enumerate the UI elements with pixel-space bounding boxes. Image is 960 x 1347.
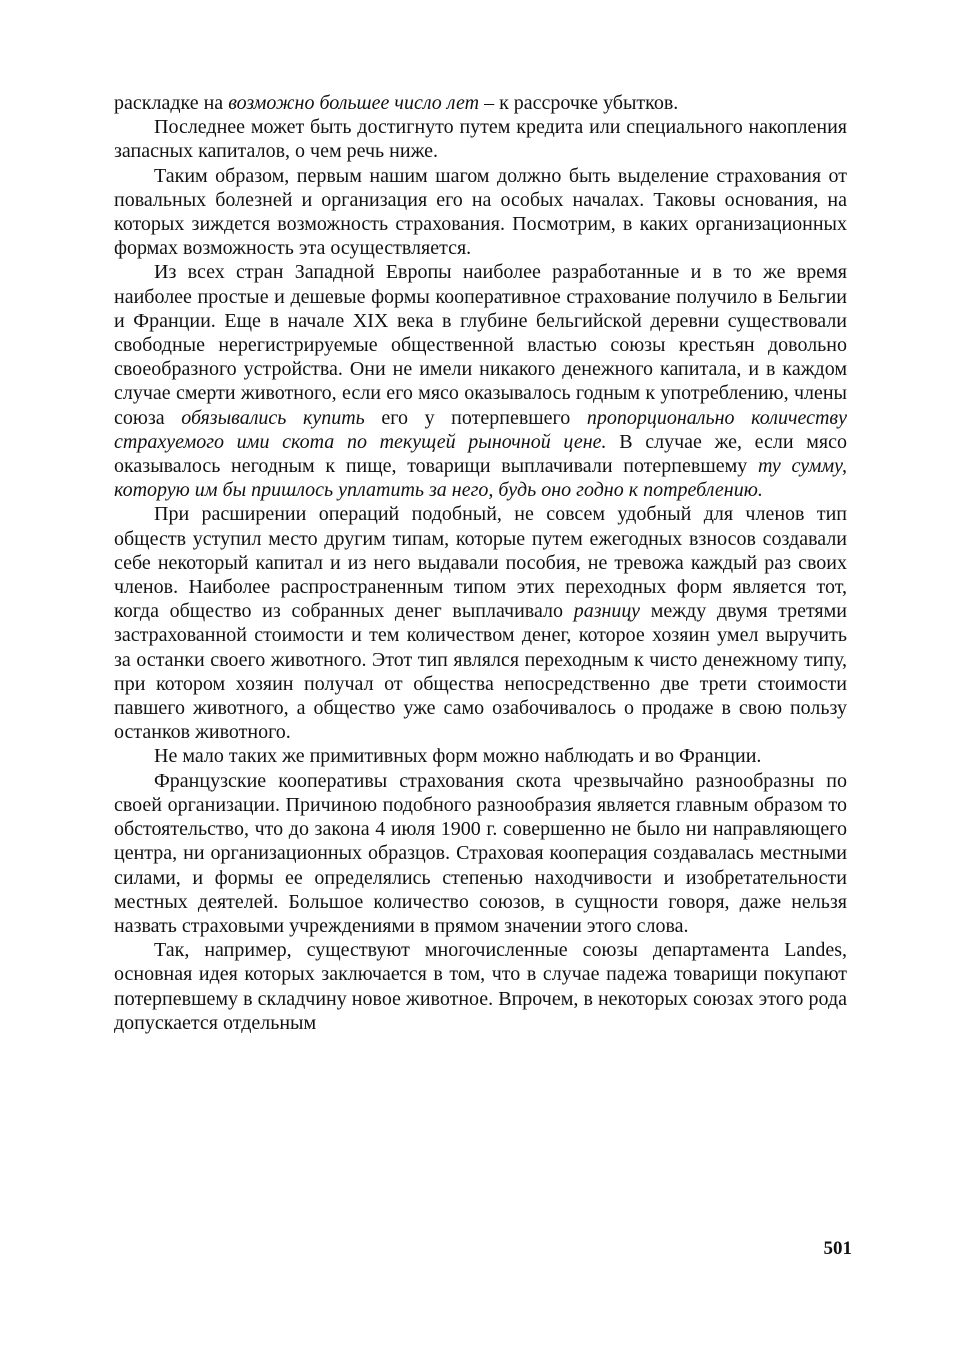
paragraph: [114, 744, 847, 768]
italic-text: ту сумму, которую им бы пришлось уплатить за него, будь оно годно к потреблению.: [114, 455, 847, 502]
text-run: При расширении операций подобный, не совсем удобный для членов тип обществ уступил место другим типам, которые путем ежегодных взносов создавали себе некоторый капитал и из него выдавали пособия, не тревожа каждый раз своих членов. Наиболее распространенным типом этих переходных форм является тот, когда общество из собранных денег выплачивало: [114, 503, 847, 623]
text-run: Из всех стран Западной Европы наиболее разработанные и в то же время наиболее простые и дешевые формы кооперативное страхование получило в Бельгии и Франции. Еще в начале XIX века в глубине бельгийской деревни существовали свободные нерегистрируемые общественной властью союзы крестьян довольно своеобразного устройства. Они не имели никакого денежного капитала, и в каждом случае смерти животного, если его мясо оказывалось годным к употреблению, члены союза: [114, 261, 847, 429]
paragraph: [114, 938, 847, 1035]
italic-text: разницу: [573, 600, 641, 623]
paragraph: [114, 91, 847, 115]
paragraph: [114, 115, 847, 163]
paragraph: [114, 502, 847, 744]
body-text: [114, 91, 847, 1035]
paragraph: [114, 260, 847, 502]
text-run: – к рассрочке убытков.: [479, 92, 679, 114]
page-number: 501: [823, 1238, 852, 1259]
italic-text: пропорционально количеству страхуемого ими скота по текущей рыночной цене.: [114, 406, 847, 453]
text-run: Так, например, существуют многочисленные союзы департамента Landes, основная идея которых заключается в том, что в случае падежа товарищи покупают потерпевшему в складчину новое животное. Впрочем, в некоторых союзах этого рода допускается отдельным: [114, 939, 847, 1034]
italic-text: возможно большее число лет: [228, 92, 480, 114]
italic-text: обязывались купить: [181, 406, 365, 429]
text-run: Французские кооперативы страхования скота чрезвычайно разнообразны по своей организации. Причиною подобного разнообразия является главным образом то обстоятельство, что до закона 4 июля 1900 г. совершенно не было ни направляющего центра, ни организационных образцов. Страховая кооперация создавалась местными силами, и формы ее определялись степенью находчивости и изобретательности местных деятелей. Большое количество союзов, в сущности говоря, даже нельзя назвать страховыми учреждениями в прямом значении этого слова.: [114, 769, 847, 937]
text-run: раскладке на: [114, 92, 229, 114]
paragraph: [114, 769, 847, 938]
text-run: его у потерпевшего: [364, 406, 587, 429]
text-run: Таким образом, первым нашим шагом должно быть выделение страхования от повальных болезней и организация его на особых началах. Таковы основания, на которых зиждется возможность страхования. Посмотрим, в каких организационных формах возможность эта осуществляется.: [114, 164, 847, 260]
paragraph: [114, 164, 847, 261]
text-run: Последнее может быть достигнуто путем кредита или специального накопления запасных капиталов, о чем речь ниже.: [114, 116, 847, 163]
text-run: В случае же, если мясо оказывалось негодным к пище, товарищи выплачивали потерпевшему: [114, 430, 848, 478]
text-run: Не мало таких же примитивных форм можно наблюдать и во Франции.: [154, 745, 762, 768]
text-run: между двумя третями застрахованной стоимости и тем количеством денег, которое хозяин умел выручить за останки своего животного. Этот тип являлся переходным к чисто денежному типу, при котором хозяин получал от общества непосредственно две трети стоимости павшего животного, а общество уже само озабочивалось о продаже в свою пользу останков животного.: [114, 600, 847, 744]
